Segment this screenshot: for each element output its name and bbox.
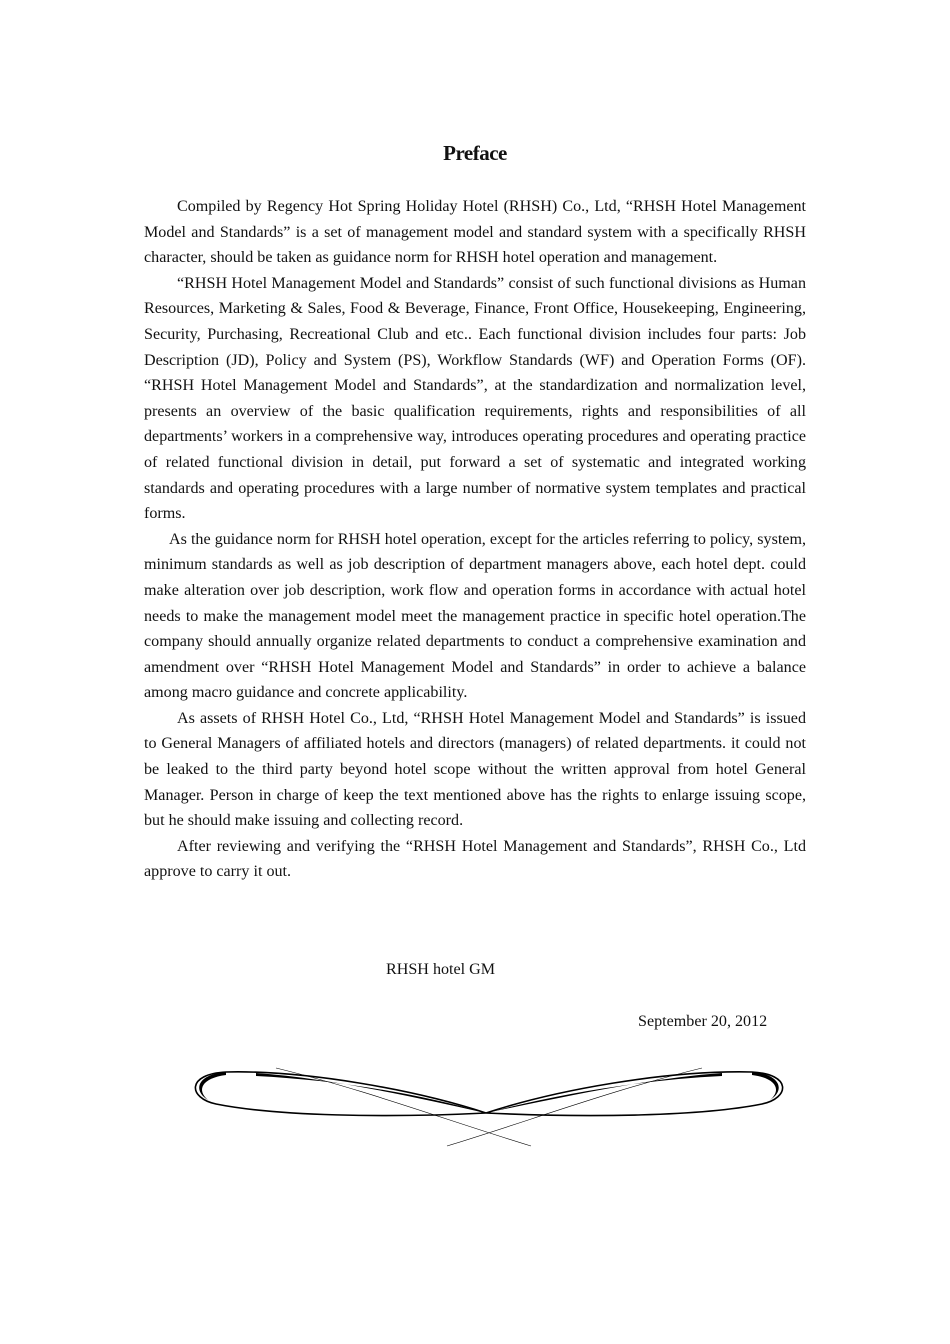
flourish-right-swell bbox=[752, 1072, 779, 1100]
signature-line: RHSH hotel GM bbox=[386, 961, 496, 978]
flourish-left-swell bbox=[199, 1072, 226, 1100]
paragraph-intro: Compiled by Regency Hot Spring Holiday Hotel (RHSH) Co., Ltd, “RHSH Hotel Management Model and Standards” is a set of management model and standard system with a specifically RHSH character, should be taken as guidance norm for RHSH hotel operation and management. bbox=[144, 198, 806, 267]
page-title: Preface bbox=[443, 141, 507, 165]
flourish-left-loop bbox=[195, 1072, 486, 1116]
paragraph-divisions: “RHSH Hotel Management Model and Standards” consist of such functional divisions as Human Resources, Marketing & Sales, Food & Beverage, Finance, Front Office, Housekeeping, Engineering, Security, Purchasing, Recreational Club and etc.. Each functional division includes four parts: Job Description (JD), Policy and System (PS), Workflow Standards (WF) and Operation Forms (OF). “RHSH Hotel Management Model and Standards”, at the standardization and normalization level, presents an overview of the basic qualification requirements, rights and responsibilities of all departments’ workers in a comprehensive way, introduces operating procedures and operating practice of related functional division in detail, put forward a set of systematic and integrated working standards and operating procedures with a large number of normative system templates and practical forms. bbox=[144, 274, 806, 523]
paragraph-approval: After reviewing and verifying the “RHSH Hotel Management and Standards”, RHSH Co., Ltd approve to carry it out. bbox=[144, 837, 806, 881]
decorative-flourish-icon bbox=[186, 1060, 792, 1152]
paragraph-assets: As assets of RHSH Hotel Co., Ltd, “RHSH Hotel Management Model and Standards” is issued to General Managers of affiliated hotels and directors (managers) of related departments. it could not be leaked to the third party beyond hotel scope without the written approval from hotel General Manager. Person in charge of keep the text mentioned above has the rights to enlarge issuing scope, but he should make issuing and collecting record. bbox=[144, 709, 806, 830]
signature-date: September 20, 2012 bbox=[638, 1013, 768, 1030]
flourish-right-curve bbox=[486, 1073, 722, 1113]
flourish-right-loop bbox=[486, 1072, 783, 1116]
preface-body bbox=[144, 194, 806, 885]
paragraph-guidance: As the guidance norm for RHSH hotel operation, except for the articles referring to policy, system, minimum standards as well as job description of department managers above, each hotel dept. could make alteration over job description, work flow and operation forms in accordance with actual hotel needs to make the management model meet the management practice in specific hotel operation.The company should annually organize related departments to conduct a comprehensive examination and amendment over “RHSH Hotel Management Model and Standards” in order to achieve a balance among macro guidance and concrete applicability. bbox=[144, 530, 806, 702]
flourish-left-curve bbox=[256, 1073, 486, 1113]
